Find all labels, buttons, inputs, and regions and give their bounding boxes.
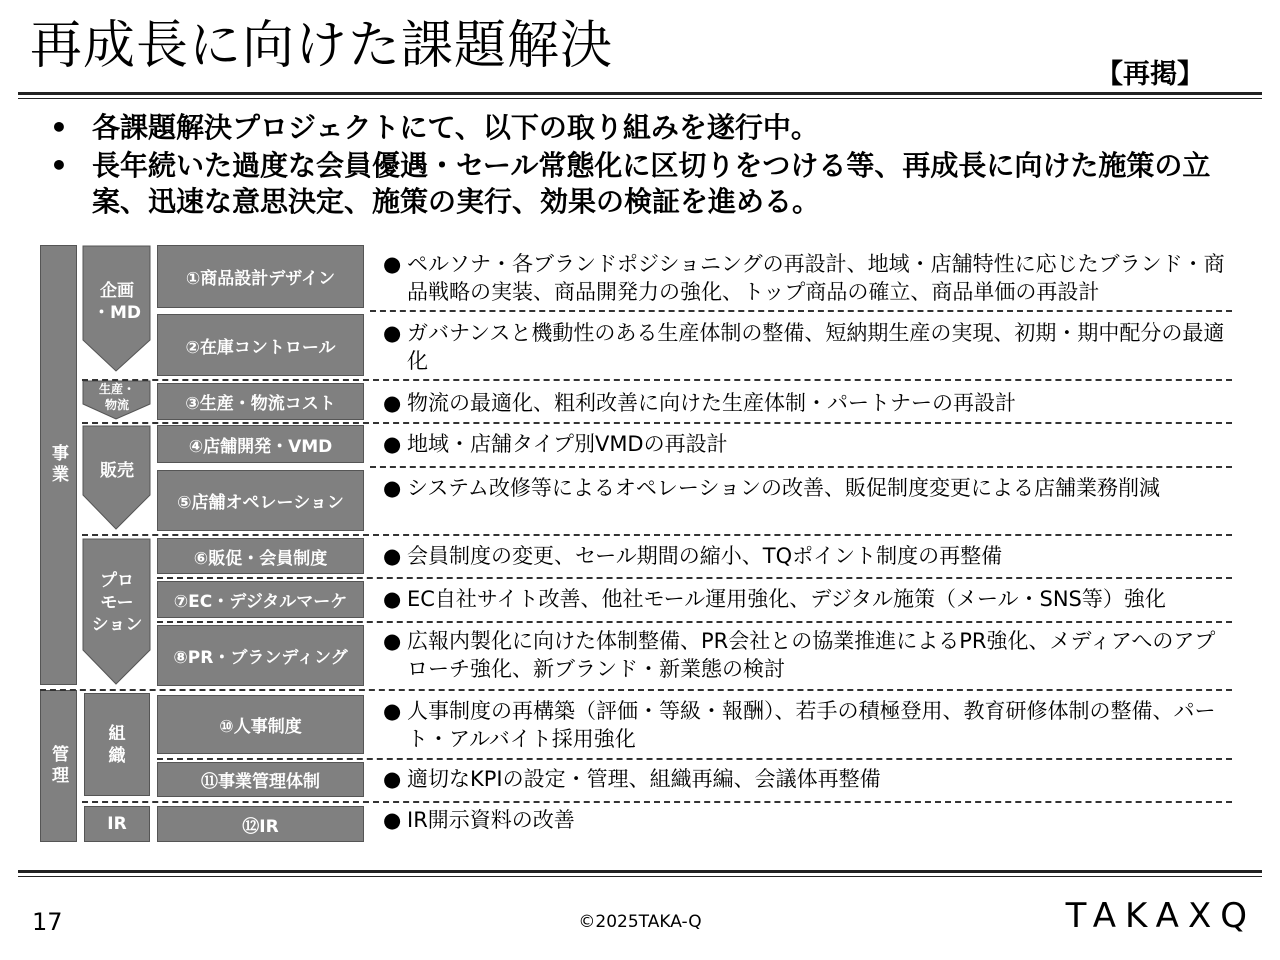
desc-text: 地域・店舗タイプ別VMDの再設計 [407, 432, 728, 456]
separator [82, 801, 1232, 803]
category-planning-label: 企画 ・MD [92, 281, 142, 323]
desc-ir [383, 806, 1233, 834]
separator [82, 534, 1232, 536]
separator [157, 758, 1232, 760]
desc-bullet: ● [383, 391, 402, 415]
desc-bullet: ● [383, 544, 402, 568]
desc-bullet: ● [383, 767, 402, 791]
desc-bullet: ● [383, 587, 402, 611]
company-logo: TAKAXQ [1065, 896, 1256, 936]
desc-text: システム改修等によるオペレーションの改善、販促制度変更による店舗業務削減 [407, 476, 1161, 500]
bullet-text: 長年続いた過度な会員優遇・セール常態化に区切りをつける等、再成長に向けた施策の立案、迅速な意思決定、施策の実行、効果の検証を進める。 [92, 149, 1211, 218]
bullet-dot: • [50, 111, 68, 144]
group-business: 事業 [40, 245, 77, 685]
desc-text: 適切なKPIの設定・管理、組織再編、会議体再整備 [407, 767, 881, 791]
desc-inventory-control [383, 319, 1233, 375]
bullet-item [46, 148, 1246, 220]
separator [370, 310, 1232, 312]
category-organization: 組 織 [84, 693, 150, 796]
desc-store-development [383, 430, 1233, 458]
desc-bullet: ● [383, 432, 402, 456]
desc-bullet: ● [383, 699, 402, 723]
group-management: 管理 [40, 690, 77, 842]
item-pr-branding: ⑧PR・ブランディング [157, 625, 364, 686]
desc-bullet: ● [383, 252, 402, 276]
desc-hr-system [383, 697, 1233, 753]
item-ec-digital: ⑦EC・デジタルマーケ [157, 581, 364, 618]
desc-production-cost [383, 389, 1233, 417]
separator [157, 577, 1232, 579]
desc-ec-digital [383, 585, 1233, 613]
desc-text: IR開示資料の改善 [407, 808, 575, 832]
copyright: ©2025TAKA-Q [578, 912, 702, 932]
separator [157, 621, 1232, 623]
separator [82, 422, 1232, 424]
category-sales-label: 販売 [100, 461, 134, 481]
desc-bullet: ● [383, 629, 402, 653]
page-number: 17 [32, 908, 63, 936]
separator [82, 379, 1232, 381]
desc-promotion-membership [383, 542, 1233, 570]
bullet-text: 各課題解決プロジェクトにて、以下の取り組みを遂行中。 [92, 111, 819, 144]
desc-bullet: ● [383, 321, 402, 345]
item-production-cost: ③生産・物流コスト [157, 383, 364, 420]
header-rule-thin [18, 98, 1262, 99]
item-ir: ⑫IR [157, 806, 364, 842]
item-promotion-membership: ⑥販促・会員制度 [157, 538, 364, 574]
desc-text: 物流の最適化、粗利改善に向けた生産体制・パートナーの再設計 [407, 391, 1016, 415]
desc-pr-branding [383, 627, 1233, 683]
category-production-label: 生産・ 物流 [98, 382, 135, 412]
footer-rule-thin [18, 876, 1262, 877]
item-inventory-control: ②在庫コントロール [157, 314, 364, 376]
footer-rule [18, 870, 1262, 873]
separator [40, 689, 1232, 691]
desc-text: 会員制度の変更、セール期間の縮小、TQポイント制度の再整備 [407, 544, 1003, 568]
desc-text: 広報内製化に向けた体制整備、PR会社との協業推進によるPR強化、メディアへのアプローチ強化、新ブランド・新業態の検討 [407, 629, 1216, 681]
republished-tag: 【再掲】 [1096, 59, 1204, 90]
category-promotion-label: プロ モー ション [91, 571, 143, 635]
desc-text: ガバナンスと機動性のある生産体制の整備、短納期生産の実現、初期・期中配分の最適化 [407, 321, 1225, 373]
item-hr-system: ⑩人事制度 [157, 695, 364, 754]
bullet-item [46, 110, 1246, 146]
separator [370, 466, 1232, 468]
desc-business-management [383, 765, 1233, 793]
desc-bullet: ● [383, 476, 402, 500]
item-store-development: ④店舗開発・VMD [157, 425, 364, 463]
item-business-management: ⑪事業管理体制 [157, 762, 364, 797]
bullet-dot: • [50, 149, 68, 182]
desc-bullet: ● [383, 808, 402, 832]
bullet-list [46, 110, 1246, 222]
page-title: 再成長に向けた課題解決 [30, 16, 614, 76]
item-store-operation: ⑤店舗オペレーション [157, 470, 364, 531]
desc-text: ペルソナ・各ブランドポジショニングの再設計、地域・店舗特性に応じたブランド・商品戦略の実装、商品開発力の強化、トップ商品の確立、商品単価の再設計 [407, 252, 1225, 304]
desc-store-operation [383, 474, 1233, 502]
desc-product-design [383, 250, 1233, 306]
desc-text: EC自社サイト改善、他社モール運用強化、デジタル施策（メール・SNS等）強化 [407, 587, 1166, 611]
header-rule [18, 92, 1262, 95]
category-ir: IR [84, 806, 150, 842]
item-product-design: ①商品設計デザイン [157, 245, 364, 308]
desc-text: 人事制度の再構築（評価・等級・報酬）、若手の積極登用、教育研修体制の整備、パート・アルバイト採用強化 [407, 699, 1216, 751]
